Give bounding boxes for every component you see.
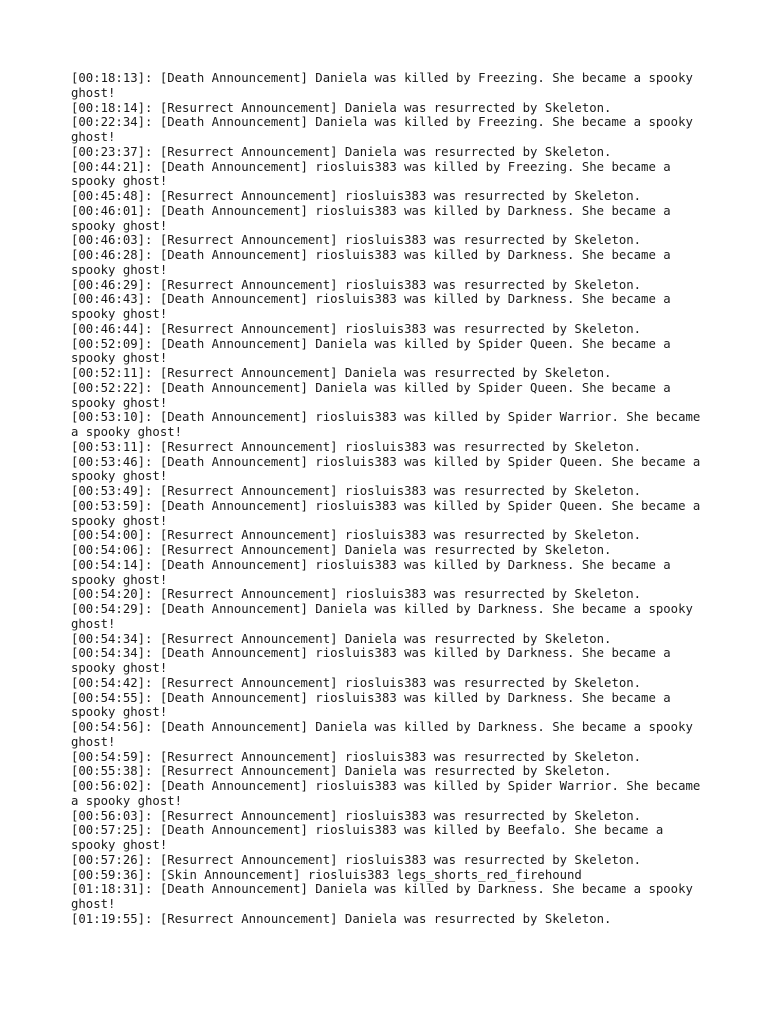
log-line: [00:54:06]: [Resurrect Announcement] Daniela was resurrected by Skeleton. bbox=[71, 543, 612, 557]
log-document bbox=[71, 71, 701, 927]
log-line: [00:46:03]: [Resurrect Announcement] riosluis383 was resurrected by Skeleton. bbox=[71, 233, 642, 248]
log-line: [00:18:13]: [Death Announcement] Daniela was killed by Freezing. She became a spooky ghost! bbox=[71, 71, 693, 100]
log-line: [00:52:22]: [Death Announcement] Daniela was killed by Spider Queen. She became a spooky ghost! bbox=[71, 380, 671, 410]
log-line: [00:54:42]: [Resurrect Announcement] riosluis383 was resurrected by Skeleton. bbox=[71, 675, 642, 690]
log-line: [01:18:31]: [Death Announcement] Daniela was killed by Darkness. She became a spooky ghost! bbox=[71, 882, 693, 911]
log-line: [00:22:34]: [Death Announcement] Daniela was killed by Freezing. She became a spooky ghost! bbox=[71, 115, 693, 144]
log-line: [00:53:46]: [Death Announcement] riosluis383 was killed by Spider Queen. She became a spooky ghost! bbox=[71, 454, 701, 484]
log-line: [00:53:59]: [Death Announcement] riosluis383 was killed by Spider Queen. She became a spooky ghost! bbox=[71, 498, 701, 528]
log-line: [00:52:09]: [Death Announcement] Daniela was killed by Spider Queen. She became a spooky ghost! bbox=[71, 336, 671, 366]
log-line: [00:54:20]: [Resurrect Announcement] riosluis383 was resurrected by Skeleton. bbox=[71, 587, 642, 602]
log-line: [00:53:49]: [Resurrect Announcement] riosluis383 was resurrected by Skeleton. bbox=[71, 484, 642, 498]
log-line: [00:54:59]: [Resurrect Announcement] riosluis383 was resurrected by Skeleton. bbox=[71, 749, 642, 764]
log-line: [00:46:28]: [Death Announcement] riosluis383 was killed by Darkness. She became a spooky ghost! bbox=[71, 248, 671, 277]
log-line: [00:46:43]: [Death Announcement] riosluis383 was killed by Darkness. She became a spooky ghost! bbox=[71, 292, 671, 321]
log-line: [00:54:14]: [Death Announcement] riosluis383 was killed by Darkness. She became a spooky ghost! bbox=[71, 557, 671, 587]
log-line: [00:57:25]: [Death Announcement] riosluis383 was killed by Beefalo. She became a spooky ghost! bbox=[71, 823, 664, 852]
log-line: [00:44:21]: [Death Announcement] riosluis383 was killed by Freezing. She became a spooky ghost! bbox=[71, 159, 671, 189]
log-line: [01:19:55]: [Resurrect Announcement] Daniela was resurrected by Skeleton. bbox=[71, 911, 612, 926]
log-line: [00:55:38]: [Resurrect Announcement] Daniela was resurrected by Skeleton. bbox=[71, 764, 612, 779]
log-line: [00:56:03]: [Resurrect Announcement] riosluis383 was resurrected by Skeleton. bbox=[71, 808, 642, 823]
log-line: [00:54:34]: [Death Announcement] riosluis383 was killed by Darkness. She became a spooky ghost! bbox=[71, 646, 671, 675]
log-line: [00:53:11]: [Resurrect Announcement] riosluis383 was resurrected by Skeleton. bbox=[71, 439, 642, 454]
log-line: [00:46:29]: [Resurrect Announcement] riosluis383 was resurrected by Skeleton. bbox=[71, 277, 642, 292]
log-line: [00:54:56]: [Death Announcement] Daniela was killed by Darkness. She became a spooky ghost! bbox=[71, 720, 693, 749]
log-line: [00:54:34]: [Resurrect Announcement] Daniela was resurrected by Skeleton. bbox=[71, 631, 612, 646]
log-line: [00:54:29]: [Death Announcement] Daniela was killed by Darkness. She became a spooky ghost! bbox=[71, 602, 693, 631]
log-line: [00:54:55]: [Death Announcement] riosluis383 was killed by Darkness. She became a spooky ghost! bbox=[71, 690, 671, 720]
log-line: [00:54:00]: [Resurrect Announcement] riosluis383 was resurrected by Skeleton. bbox=[71, 528, 642, 543]
log-line: [00:23:37]: [Resurrect Announcement] Daniela was resurrected by Skeleton. bbox=[71, 144, 612, 159]
log-line: [00:56:02]: [Death Announcement] riosluis383 was killed by Spider Warrior. She became a spooky ghost! bbox=[71, 779, 701, 808]
log-line: [00:53:10]: [Death Announcement] riosluis383 was killed by Spider Warrior. She became a spooky ghost! bbox=[71, 410, 701, 439]
log-line: [00:45:48]: [Resurrect Announcement] riosluis383 was resurrected by Skeleton. bbox=[71, 189, 642, 203]
log-line: [00:59:36]: [Skin Announcement] riosluis383 legs_shorts_red_firehound bbox=[71, 867, 582, 882]
log-line: [00:46:01]: [Death Announcement] riosluis383 was killed by Darkness. She became a spooky ghost! bbox=[71, 203, 671, 233]
log-line: [00:46:44]: [Resurrect Announcement] riosluis383 was resurrected by Skeleton. bbox=[71, 321, 642, 336]
log-line: [00:52:11]: [Resurrect Announcement] Daniela was resurrected by Skeleton. bbox=[71, 366, 612, 380]
log-line: [00:18:14]: [Resurrect Announcement] Daniela was resurrected by Skeleton. bbox=[71, 100, 612, 115]
log-line: [00:57:26]: [Resurrect Announcement] riosluis383 was resurrected by Skeleton. bbox=[71, 852, 642, 867]
